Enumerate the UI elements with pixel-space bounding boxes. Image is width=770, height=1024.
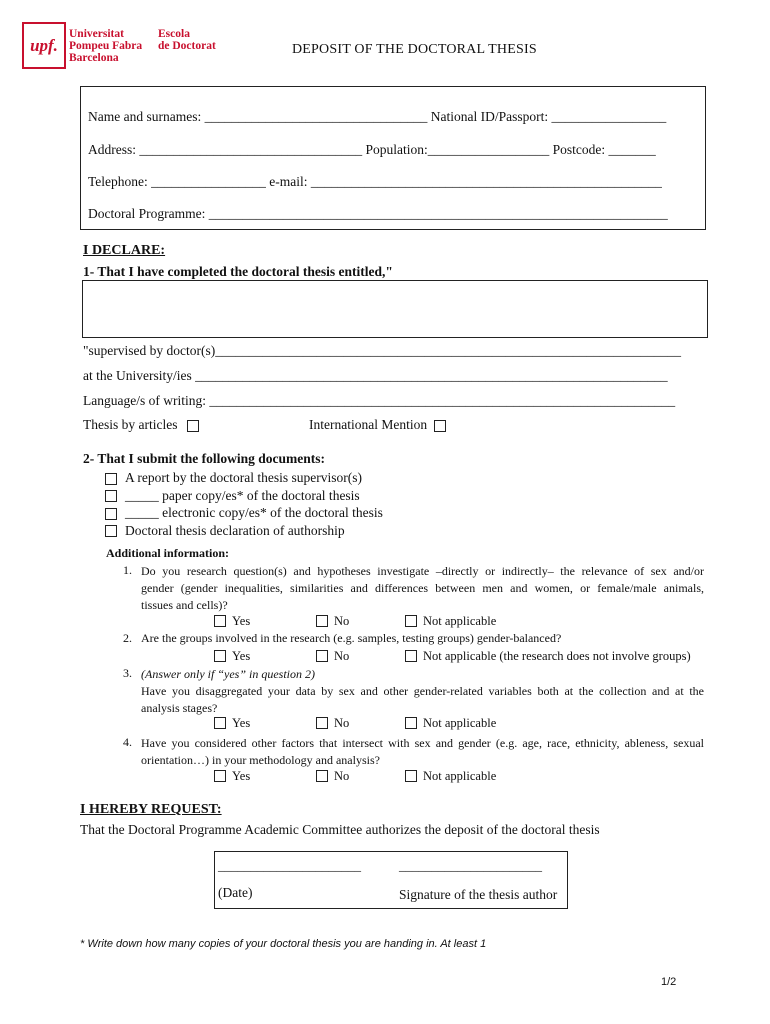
q1-na[interactable]: Not applicable bbox=[405, 614, 496, 629]
date-label: (Date) bbox=[218, 885, 253, 900]
page-title: DEPOSIT OF THE DOCTORAL THESIS bbox=[292, 42, 537, 57]
uni-line-3: Barcelona bbox=[69, 52, 119, 64]
id-field[interactable]: National ID/Passport: _________________ bbox=[430, 109, 667, 124]
document-checkbox[interactable] bbox=[105, 490, 117, 502]
intl-mention-option bbox=[309, 417, 446, 433]
thesis-title-input[interactable] bbox=[82, 280, 708, 338]
question-2: Are the groups involved in the research (e.g. samples, testing groups) gender-balanced? bbox=[141, 631, 562, 645]
q3-no-checkbox[interactable] bbox=[316, 717, 328, 729]
school-line-2: de Doctorat bbox=[158, 40, 216, 52]
document-checkbox[interactable] bbox=[105, 473, 117, 485]
articles-option bbox=[83, 417, 199, 433]
logo-mark: upf. bbox=[30, 35, 58, 55]
q4-yes[interactable]: Yes bbox=[214, 769, 250, 784]
document-item: Doctoral thesis declaration of authorship bbox=[105, 522, 383, 540]
question-3: (Answer only if “yes” in question 2) Have you disaggregated your data by sex and other gender-related variables both at the collection and at the analysis stages? bbox=[141, 667, 704, 715]
telephone-row bbox=[88, 174, 662, 190]
document-checkbox[interactable] bbox=[105, 525, 117, 537]
q1-yes[interactable]: Yes bbox=[214, 614, 250, 629]
footnote: * Write down how many copies of your doctoral thesis you are handing in. At least 1 bbox=[80, 938, 487, 950]
question-4: Have you considered other factors that intersect with sex and gender (e.g. age, race, ethnicity, ableness, sexual orientation…) in your methodology and analysis? bbox=[141, 736, 704, 767]
email-field[interactable]: e-mail: ____________________________________________________ bbox=[269, 174, 662, 189]
document-item: A report by the doctoral thesis supervisor(s) bbox=[105, 469, 383, 487]
q4-na-checkbox[interactable] bbox=[405, 770, 417, 782]
q3-yes[interactable]: Yes bbox=[214, 716, 250, 731]
q2-na-checkbox[interactable] bbox=[405, 650, 417, 662]
supervised-field[interactable]: "supervised by doctor(s)_____________________________________________________________________ bbox=[83, 343, 681, 358]
intl-mention-label: International Mention bbox=[309, 417, 428, 432]
q4-no[interactable]: No bbox=[316, 769, 349, 784]
q1-no[interactable]: No bbox=[316, 614, 349, 629]
name-row bbox=[88, 109, 666, 125]
q3-no[interactable]: No bbox=[316, 716, 349, 731]
school-name bbox=[158, 28, 216, 52]
declare-item-1: 1- That I have completed the doctoral thesis entitled," bbox=[83, 264, 393, 279]
school-line-1: Escola bbox=[158, 28, 190, 40]
signature-label: Signature of the thesis author bbox=[399, 887, 558, 902]
address-row bbox=[88, 142, 656, 158]
document-item: _____ electronic copy/es* of the doctoral thesis bbox=[105, 504, 383, 522]
page-number: 1/2 bbox=[661, 976, 677, 988]
q4-na[interactable]: Not applicable bbox=[405, 769, 496, 784]
programme-field[interactable]: Doctoral Programme: ____________________________________________________________________ bbox=[88, 206, 668, 221]
q3-na-checkbox[interactable] bbox=[405, 717, 417, 729]
request-heading: I HEREBY REQUEST: bbox=[80, 802, 222, 817]
university-field[interactable]: at the University/ies ______________________________________________________________________ bbox=[83, 368, 668, 383]
address-field[interactable]: Address: _________________________________ bbox=[88, 142, 363, 157]
q1-no-checkbox[interactable] bbox=[316, 615, 328, 627]
language-field[interactable]: Language/s of writing: _____________________________________________________________________ bbox=[83, 393, 676, 408]
q2-no-checkbox[interactable] bbox=[316, 650, 328, 662]
document-checkbox[interactable] bbox=[105, 508, 117, 520]
q1-yes-checkbox[interactable] bbox=[214, 615, 226, 627]
postcode-field[interactable]: Postcode: _______ bbox=[552, 142, 656, 157]
articles-label: Thesis by articles bbox=[83, 417, 178, 432]
q3-number: 3. bbox=[123, 666, 132, 680]
signature-line[interactable]: ______________________ bbox=[399, 858, 542, 873]
university-name bbox=[69, 28, 142, 64]
q3-yes-checkbox[interactable] bbox=[214, 717, 226, 729]
q2-no[interactable]: No bbox=[316, 649, 349, 664]
population-field[interactable]: Population:__________________ bbox=[365, 142, 550, 157]
articles-checkbox[interactable] bbox=[187, 420, 199, 432]
telephone-field[interactable]: Telephone: _________________ bbox=[88, 174, 266, 189]
request-text: That the Doctoral Programme Academic Committee authorizes the deposit of the doctoral thesis bbox=[80, 822, 600, 837]
q4-number: 4. bbox=[123, 735, 132, 749]
q2-number: 2. bbox=[123, 631, 132, 645]
q4-yes-checkbox[interactable] bbox=[214, 770, 226, 782]
q2-na[interactable]: Not applicable (the research does not involve groups) bbox=[405, 649, 691, 664]
declare-heading: I DECLARE: bbox=[83, 243, 166, 258]
q2-yes-checkbox[interactable] bbox=[214, 650, 226, 662]
q1-na-checkbox[interactable] bbox=[405, 615, 417, 627]
intl-mention-checkbox[interactable] bbox=[434, 420, 446, 432]
question-1: Do you research question(s) and hypotheses investigate –directly or indirectly– the relevance of sex and/or gender (gender inequalities, similarities and differences between men and women, or female/male animals, tissues and cells)? bbox=[141, 564, 704, 612]
documents-list bbox=[105, 469, 383, 539]
q1-number: 1. bbox=[123, 563, 132, 577]
q3-na[interactable]: Not applicable bbox=[405, 716, 496, 731]
name-field[interactable]: Name and surnames: _________________________________ bbox=[88, 109, 428, 124]
q2-yes[interactable]: Yes bbox=[214, 649, 250, 664]
upf-logo bbox=[22, 22, 66, 69]
uni-line-2: Pompeu Fabra bbox=[69, 40, 143, 52]
document-item: _____ paper copy/es* of the doctoral thesis bbox=[105, 487, 383, 505]
date-line[interactable]: ______________________ bbox=[218, 858, 361, 873]
declare-item-2: 2- That I submit the following documents: bbox=[83, 451, 326, 466]
uni-line-1: Universitat bbox=[69, 28, 124, 40]
additional-heading: Additional information: bbox=[106, 546, 230, 560]
q4-no-checkbox[interactable] bbox=[316, 770, 328, 782]
